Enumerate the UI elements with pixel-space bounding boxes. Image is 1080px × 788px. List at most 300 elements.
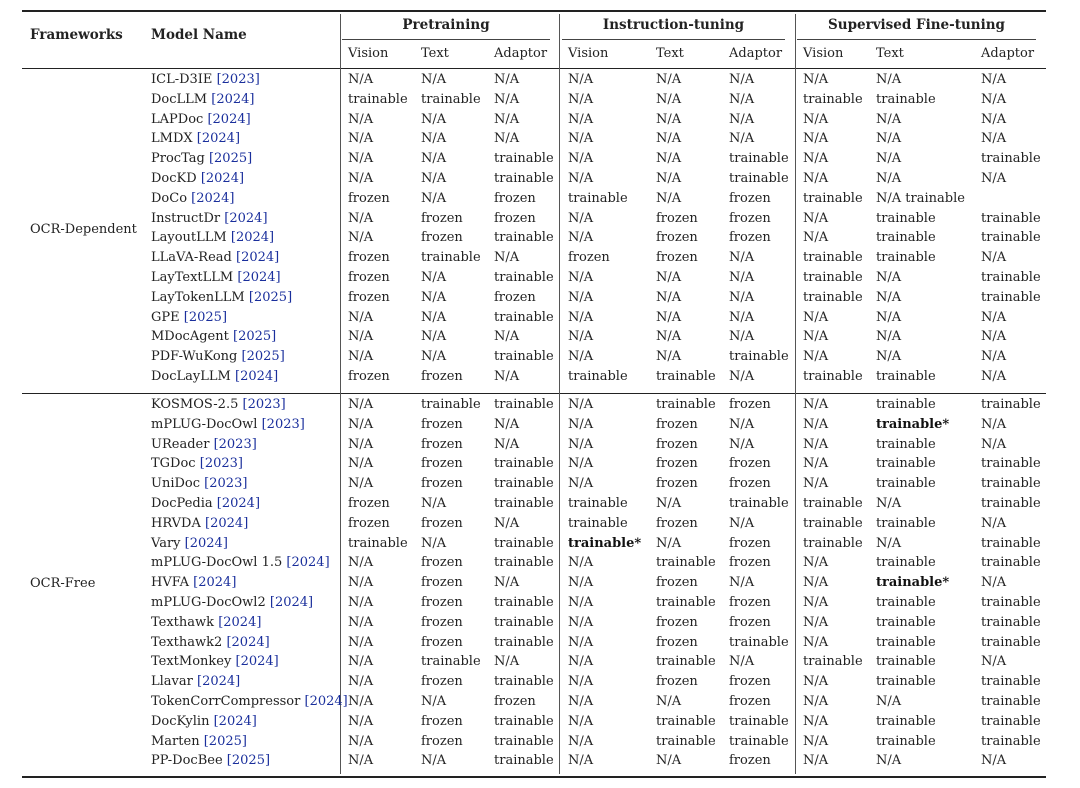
model-name: HRVDA <box>151 515 201 531</box>
status-cell: N/A <box>656 111 682 127</box>
status-cell: trainable <box>656 654 716 670</box>
model-name-cell: LMDX [2024] <box>151 131 241 147</box>
model-name: TGDoc <box>151 456 196 472</box>
status-cell: trainable <box>876 654 936 670</box>
status-cell: trainable <box>494 496 554 511</box>
status-cell: trainable <box>494 456 554 472</box>
status-cell: trainable <box>656 733 716 749</box>
status-cell: trainable <box>729 151 789 167</box>
header-frameworks: Frameworks <box>30 27 123 43</box>
status-cell: N/A <box>568 634 594 650</box>
header-rule <box>22 68 1046 69</box>
model-name: PDF-WuKong <box>151 349 238 365</box>
status-cell: frozen <box>494 694 536 709</box>
citation-year-link[interactable]: 2025 <box>253 289 288 305</box>
model-name-cell: HRVDA [2024] <box>151 515 249 531</box>
status-cell: trainable <box>876 210 936 226</box>
status-cell: trainable <box>494 476 554 492</box>
model-name: PP-DocBee <box>151 753 223 769</box>
status-cell: N/A <box>876 72 902 87</box>
header-sub-adaptor: Adaptor <box>494 46 548 61</box>
model-name-cell: DoCo [2024] <box>151 190 235 206</box>
status-cell: trainable <box>876 595 936 610</box>
model-name-cell: GPE [2025] <box>151 309 228 325</box>
status-cell: N/A <box>981 515 1007 531</box>
column-separator <box>559 14 560 774</box>
model-name: Vary <box>151 535 181 551</box>
status-cell: N/A <box>803 397 829 412</box>
model-name-cell: Vary [2024] <box>151 535 228 551</box>
status-cell: trainable <box>494 535 554 551</box>
status-cell: trainable <box>981 694 1041 709</box>
status-cell: N/A <box>876 329 902 345</box>
status-cell: N/A <box>729 329 755 345</box>
status-cell: N/A <box>568 713 594 729</box>
status-cell: N/A <box>494 250 520 266</box>
model-name-cell: PDF-WuKong [2025] <box>151 349 285 365</box>
citation-year-link[interactable]: 2023 <box>266 416 300 432</box>
status-cell: N/A <box>348 634 374 650</box>
header-sub-vision: Vision <box>803 46 844 61</box>
citation-year-link[interactable]: 2024 <box>218 713 252 729</box>
model-name-cell: ProcTag [2025] <box>151 151 253 167</box>
status-cell: N/A <box>348 171 374 186</box>
citation-year-link[interactable]: 2024 <box>205 171 239 186</box>
status-cell: N/A <box>729 416 755 432</box>
citation-year-link[interactable]: 2024 <box>242 270 276 285</box>
status-cell: trainable <box>729 349 789 365</box>
citation-year-link[interactable]: 2024 <box>309 694 343 709</box>
status-cell: trainable <box>981 397 1041 412</box>
status-cell: N/A <box>803 436 829 452</box>
status-cell: trainable <box>494 171 554 186</box>
status-cell: frozen <box>421 515 463 531</box>
status-cell: N/A <box>656 270 682 285</box>
status-cell: trainable <box>981 614 1041 630</box>
status-cell: N/A <box>803 309 829 325</box>
status-cell: N/A <box>803 456 829 472</box>
header-sub-text: Text <box>876 46 904 61</box>
status-cell: N/A <box>729 369 755 384</box>
column-separator <box>795 14 796 774</box>
status-cell: frozen <box>729 456 771 472</box>
status-cell: N/A <box>348 713 374 729</box>
status-cell: N/A <box>803 694 829 709</box>
citation-year-link[interactable]: 2023 <box>218 436 252 452</box>
status-cell: frozen <box>656 456 698 472</box>
status-cell: N/A <box>568 309 594 325</box>
status-cell: N/A <box>876 289 902 305</box>
status-cell: trainable <box>494 309 554 325</box>
status-cell: N/A <box>876 111 902 127</box>
status-cell: frozen <box>656 674 698 690</box>
status-cell: N/A <box>348 230 374 246</box>
status-cell: N/A <box>568 476 594 492</box>
status-cell: N/A <box>876 270 902 285</box>
status-cell: frozen <box>421 634 463 650</box>
status-cell: frozen <box>729 694 771 709</box>
model-name: LayTokenLLM <box>151 289 245 305</box>
status-cell: frozen <box>568 250 610 266</box>
status-cell: N/A <box>803 713 829 729</box>
citation-year-link[interactable]: 2024 <box>274 595 309 610</box>
status-cell: trainable <box>421 654 481 670</box>
status-cell: trainable <box>876 476 936 492</box>
status-cell: trainable <box>876 555 936 571</box>
status-cell: trainable <box>494 270 554 285</box>
status-cell: trainable <box>494 733 554 749</box>
status-cell: trainable <box>803 289 863 305</box>
status-cell: frozen <box>729 555 771 571</box>
framework-label: OCR-Free <box>30 576 96 591</box>
model-name: TokenCorrCompressor <box>151 694 301 709</box>
model-name-cell: LayoutLLM [2024] <box>151 230 275 246</box>
status-cell: N/A <box>656 496 682 511</box>
status-cell: N/A <box>656 329 682 345</box>
status-cell: frozen <box>729 230 771 246</box>
model-name: Marten <box>151 733 200 749</box>
status-cell: N/A <box>729 111 755 127</box>
status-cell: trainable* <box>568 535 642 551</box>
model-name: Texthawk <box>151 614 215 630</box>
model-name-cell: DocLLM [2024] <box>151 91 255 107</box>
status-cell: frozen <box>421 595 463 610</box>
model-name-cell: mPLUG-DocOwl 1.5 [2024] <box>151 555 330 571</box>
status-cell: frozen <box>656 614 698 630</box>
section-rule <box>22 393 1046 394</box>
model-name-cell: mPLUG-DocOwl [2023] <box>151 416 305 432</box>
status-cell: trainable <box>876 436 936 452</box>
citation-year-link[interactable]: 2024 <box>223 614 257 630</box>
status-cell: N/A <box>981 91 1007 107</box>
status-cell: frozen <box>421 733 463 749</box>
status-cell: N/A <box>656 131 682 147</box>
model-name: mPLUG-DocOwl <box>151 416 258 432</box>
status-cell: frozen <box>729 190 771 206</box>
status-cell: N/A <box>656 151 682 167</box>
status-cell: N/A <box>568 171 594 186</box>
status-cell: frozen <box>494 210 536 226</box>
status-cell: N/A <box>803 753 829 769</box>
model-name: GPE <box>151 309 180 325</box>
citation-year-link[interactable]: 2024 <box>221 496 255 511</box>
model-name: TextMonkey <box>151 654 232 670</box>
status-cell: N/A <box>494 72 520 87</box>
status-cell: N/A <box>876 496 902 511</box>
framework-label: OCR-Dependent <box>30 222 137 237</box>
status-cell: frozen <box>348 289 390 305</box>
model-name: DocLayLLM <box>151 369 231 384</box>
status-cell: N/A <box>568 329 594 345</box>
model-name: InstructDr <box>151 210 221 226</box>
status-cell: N/A <box>494 329 520 345</box>
status-cell: N/A <box>568 131 594 147</box>
status-cell: N/A <box>803 329 829 345</box>
model-name: DocPedia <box>151 496 213 511</box>
model-name-cell: DocKD [2024] <box>151 171 245 186</box>
model-name-cell: MDocAgent [2025] <box>151 329 277 345</box>
model-name: ICL-D3IE <box>151 72 213 87</box>
status-cell: N/A <box>421 349 447 365</box>
citation-year-link[interactable]: 2025 <box>246 349 280 365</box>
status-cell: N/A <box>876 151 902 167</box>
status-cell: N/A <box>803 595 829 610</box>
status-cell: frozen <box>421 456 463 472</box>
status-cell: trainable <box>981 634 1041 650</box>
model-name: UniDoc <box>151 476 201 492</box>
status-cell: frozen <box>421 476 463 492</box>
status-cell: N/A <box>729 289 755 305</box>
status-cell: trainable <box>981 210 1041 226</box>
status-cell: N/A <box>981 753 1007 769</box>
status-cell: N/A <box>981 349 1007 365</box>
status-cell: frozen <box>656 436 698 452</box>
status-cell: trainable <box>981 270 1041 285</box>
model-name: KOSMOS-2.5 <box>151 397 239 412</box>
model-name: LayoutLLM <box>151 230 227 246</box>
status-cell: N/A <box>656 349 682 365</box>
status-cell: frozen <box>729 753 771 769</box>
status-cell: trainable <box>803 270 863 285</box>
status-cell: trainable <box>568 496 628 511</box>
citation-year-link[interactable]: 2024 <box>196 190 230 206</box>
status-cell: N/A <box>421 270 447 285</box>
status-cell: N/A <box>803 476 829 492</box>
status-cell: trainable <box>876 397 936 412</box>
status-cell: N/A <box>421 753 447 769</box>
status-cell: frozen <box>729 397 771 412</box>
status-cell: N/A <box>348 753 374 769</box>
model-name-cell: UReader [2023] <box>151 436 257 452</box>
status-cell: frozen <box>421 416 463 432</box>
status-cell: trainable <box>981 230 1041 246</box>
status-cell: N/A <box>568 555 594 571</box>
status-cell: trainable <box>656 595 716 610</box>
status-cell: frozen <box>729 535 771 551</box>
model-name: LayTextLLM <box>151 270 234 285</box>
status-cell: N/A <box>876 694 902 709</box>
status-cell: N/A <box>656 694 682 709</box>
status-cell: frozen <box>729 674 771 690</box>
status-cell: N/A <box>421 496 447 511</box>
status-cell: trainable <box>421 250 481 266</box>
status-cell: N/A <box>656 72 682 87</box>
citation-year-link[interactable]: 2024 <box>240 369 274 384</box>
status-cell: N/A <box>803 349 829 365</box>
status-cell: N/A <box>981 111 1007 127</box>
citation-year-link[interactable]: 2024 <box>201 131 235 147</box>
status-cell: N/A <box>421 131 447 147</box>
status-cell: N/A <box>348 349 374 365</box>
status-cell: trainable <box>494 674 554 690</box>
model-name-cell: ICL-D3IE [2023] <box>151 72 260 87</box>
status-cell: N/A <box>729 515 755 531</box>
model-name-cell: Llavar [2024] <box>151 674 241 690</box>
status-cell: N/A <box>981 250 1007 266</box>
status-cell: N/A <box>348 397 374 412</box>
model-name-cell: TextMonkey [2024] <box>151 654 279 670</box>
citation-year-link[interactable]: 2023 <box>247 397 281 412</box>
status-cell: trainable <box>729 713 789 729</box>
status-cell: N/A <box>981 171 1007 186</box>
citation-year-link[interactable]: 2024 <box>235 230 270 246</box>
status-cell: frozen <box>729 595 771 610</box>
status-cell: N/A <box>803 555 829 571</box>
status-cell: N/A <box>348 595 374 610</box>
status-cell: N/A <box>568 230 594 246</box>
status-cell: N/A trainable <box>876 190 965 206</box>
status-cell: N/A <box>729 131 755 147</box>
status-cell: N/A <box>729 575 755 591</box>
status-cell: N/A <box>876 309 902 325</box>
citation-year-link[interactable]: 2024 <box>229 210 263 226</box>
citation-year-link[interactable]: 2024 <box>189 535 223 551</box>
model-name-cell: DocPedia [2024] <box>151 496 261 511</box>
status-cell: N/A <box>348 329 374 345</box>
status-cell: N/A <box>729 270 755 285</box>
status-cell: trainable <box>876 456 936 472</box>
citation-year-link[interactable]: 2024 <box>202 674 236 690</box>
status-cell: N/A <box>568 694 594 709</box>
status-cell: frozen <box>656 210 698 226</box>
status-cell: frozen <box>421 230 463 246</box>
header-model-name: Model Name <box>151 27 247 43</box>
status-cell: N/A <box>494 654 520 670</box>
status-cell: N/A <box>803 131 829 147</box>
status-cell: N/A <box>568 674 594 690</box>
status-cell: N/A <box>494 91 520 107</box>
header-group-2: Supervised Fine-tuning <box>828 17 1005 33</box>
status-cell: N/A <box>656 91 682 107</box>
status-cell: N/A <box>981 654 1007 670</box>
citation-year-link[interactable]: 2024 <box>198 575 232 591</box>
header-sub-adaptor: Adaptor <box>981 46 1035 61</box>
status-cell: frozen <box>421 436 463 452</box>
model-name-cell: HVFA [2024] <box>151 575 237 591</box>
status-cell: trainable <box>876 733 936 749</box>
status-cell: N/A <box>568 210 594 226</box>
status-cell: frozen <box>348 250 390 266</box>
status-cell: N/A <box>729 250 755 266</box>
status-cell: N/A <box>348 151 374 167</box>
citation-year-link[interactable]: 2024 <box>210 515 244 531</box>
status-cell: frozen <box>348 369 390 384</box>
status-cell: trainable <box>494 595 554 610</box>
citation-year-link[interactable]: 2024 <box>216 91 250 107</box>
status-cell: N/A <box>729 654 755 670</box>
citation-year-link[interactable]: 2025 <box>208 733 242 749</box>
status-cell: frozen <box>656 416 698 432</box>
status-cell: N/A <box>348 436 374 452</box>
status-cell: N/A <box>568 436 594 452</box>
status-cell: frozen <box>656 230 698 246</box>
status-cell: N/A <box>348 555 374 571</box>
status-cell: frozen <box>421 713 463 729</box>
top-rule <box>22 10 1046 12</box>
status-cell: N/A <box>568 111 594 127</box>
model-name: DoCo <box>151 190 188 206</box>
model-name: MDocAgent <box>151 329 229 345</box>
status-cell: N/A <box>568 91 594 107</box>
status-cell: frozen <box>348 270 390 285</box>
citation-year-link[interactable]: 2025 <box>214 151 248 167</box>
status-cell: trainable <box>729 634 789 650</box>
model-name: UReader <box>151 436 210 452</box>
status-cell: frozen <box>421 674 463 690</box>
status-cell: frozen <box>494 289 536 305</box>
status-cell: trainable <box>981 595 1041 610</box>
citation-year-link[interactable]: 2024 <box>212 111 246 127</box>
model-name-cell: UniDoc [2023] <box>151 476 248 492</box>
status-cell: N/A <box>348 111 374 127</box>
status-cell: N/A <box>568 397 594 412</box>
status-cell: frozen <box>421 369 463 384</box>
model-name-cell: Texthawk [2024] <box>151 614 262 630</box>
citation-year-link[interactable]: 2023 <box>209 476 243 492</box>
status-cell: N/A <box>803 614 829 630</box>
status-cell: trainable <box>876 250 936 266</box>
citation-year-link[interactable]: 2024 <box>231 634 265 650</box>
status-cell: N/A <box>348 674 374 690</box>
status-cell: frozen <box>656 476 698 492</box>
status-cell: N/A <box>876 171 902 186</box>
status-cell: trainable <box>494 555 554 571</box>
header-group-0: Pretraining <box>402 17 490 33</box>
status-cell: N/A <box>421 190 447 206</box>
citation-year-link[interactable]: 2023 <box>204 456 238 472</box>
model-name-cell: TokenCorrCompressor [2024] <box>151 694 348 709</box>
status-cell: frozen <box>494 190 536 206</box>
status-cell: trainable <box>803 91 863 107</box>
header-sub-text: Text <box>656 46 684 61</box>
model-name-cell: Texthawk2 [2024] <box>151 634 270 650</box>
status-cell: N/A <box>348 575 374 591</box>
status-cell: N/A <box>729 436 755 452</box>
status-cell: N/A <box>568 289 594 305</box>
status-cell: trainable <box>876 634 936 650</box>
status-cell: N/A <box>568 270 594 285</box>
status-cell: N/A <box>348 72 374 87</box>
status-cell: N/A <box>803 111 829 127</box>
citation-year-link[interactable]: 2025 <box>238 329 272 345</box>
citation-year-link[interactable]: 2025 <box>231 753 265 769</box>
status-cell: N/A <box>494 111 520 127</box>
status-cell: trainable <box>421 91 481 107</box>
status-cell: N/A <box>876 131 902 147</box>
status-cell: N/A <box>568 349 594 365</box>
status-cell: trainable <box>876 674 936 690</box>
status-cell: N/A <box>656 190 682 206</box>
header-sub-adaptor: Adaptor <box>729 46 783 61</box>
column-separator <box>340 14 341 774</box>
citation-year-link[interactable]: 2024 <box>291 555 325 571</box>
status-cell: trainable* <box>876 416 950 432</box>
status-cell: trainable <box>421 397 481 412</box>
citation-year-link[interactable]: 2024 <box>241 250 275 266</box>
status-cell: N/A <box>348 456 374 472</box>
status-cell: N/A <box>568 733 594 749</box>
status-cell: N/A <box>348 654 374 670</box>
model-name-cell: LayTextLLM [2024] <box>151 270 281 285</box>
citation-year-link[interactable]: 2024 <box>240 654 274 670</box>
status-cell: N/A <box>981 369 1007 384</box>
status-cell: N/A <box>729 309 755 325</box>
model-name-cell: InstructDr [2024] <box>151 210 268 226</box>
citation-year-link[interactable]: 2023 <box>221 72 255 87</box>
status-cell: N/A <box>803 575 829 591</box>
status-cell: trainable <box>348 91 408 107</box>
citation-year-link[interactable]: 2025 <box>188 309 222 325</box>
